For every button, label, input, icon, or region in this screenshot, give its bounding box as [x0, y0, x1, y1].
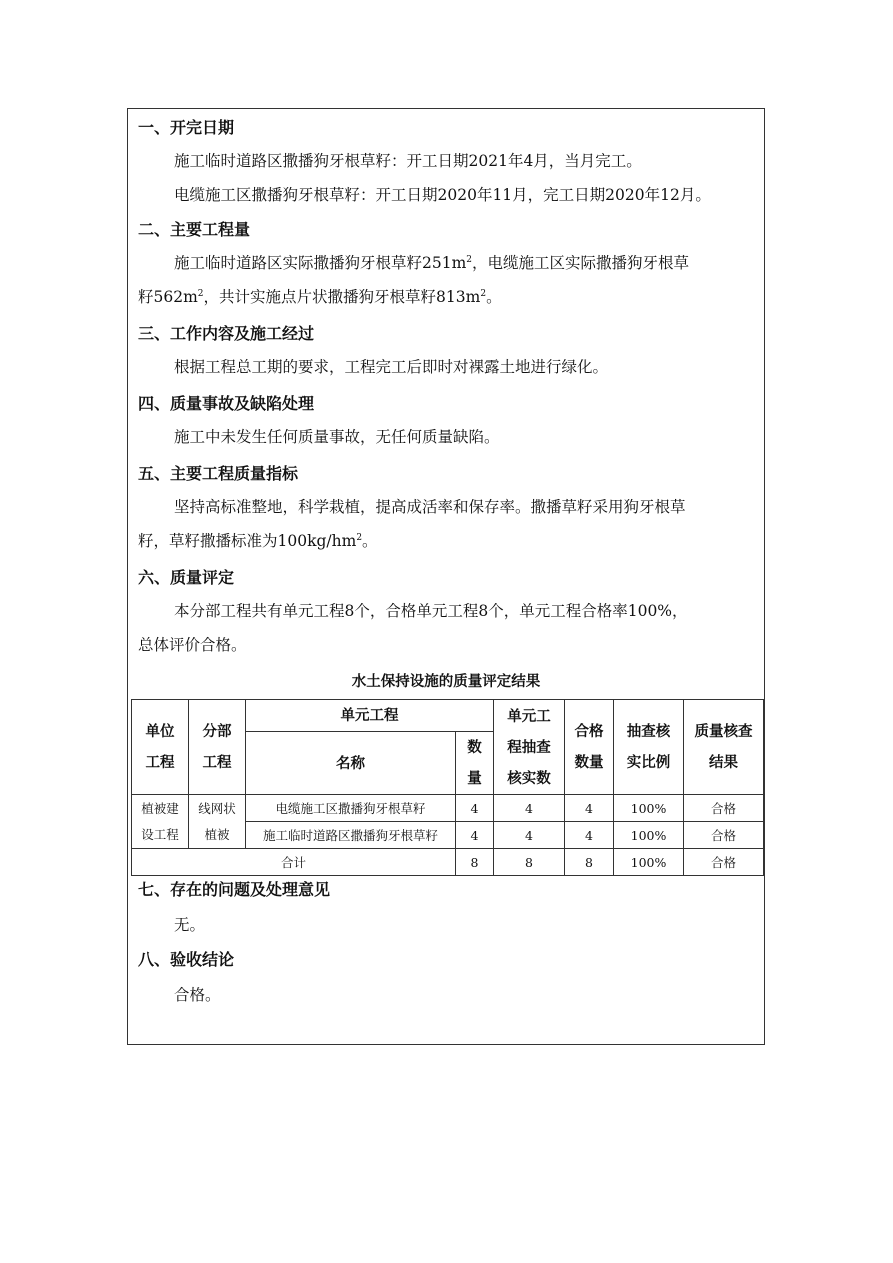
- cell-checked: 4: [494, 822, 565, 849]
- header-check-result: 质量核查 结果: [684, 700, 764, 795]
- heading-acceptance-conclusion: 八、验收结论: [138, 950, 235, 969]
- cell-count: 4: [456, 822, 494, 849]
- heading-start-end-dates: 一、开完日期: [138, 118, 235, 137]
- header-qualified-count: 合格 数量: [565, 700, 614, 795]
- heading-main-quantities: 二、主要工程量: [138, 220, 251, 239]
- heading-problems: 七、存在的问题及处理意见: [138, 880, 331, 899]
- table-caption: 水土保持设施的质量评定结果: [351, 673, 541, 690]
- cell-total-qualified: 8: [565, 849, 614, 876]
- cell-result: 合格: [684, 822, 764, 849]
- cell-ratio: 100%: [614, 795, 684, 822]
- cell-count: 4: [456, 795, 494, 822]
- cell-total-checked: 8: [494, 849, 565, 876]
- header-element-project: 单元工程: [246, 700, 494, 732]
- paragraph-assessment-line2: 总体评价合格。: [138, 636, 247, 654]
- document-frame: [127, 108, 765, 1045]
- header-unit-project: 单位 工程: [132, 700, 189, 795]
- cell-total-result: 合格: [684, 849, 764, 876]
- paragraph-work-content: 根据工程总工期的要求，工程完工后即时对裸露土地进行绿化。: [174, 358, 609, 376]
- header-checked-count: 单元工 程抽查 核实数: [494, 700, 565, 795]
- paragraph-acceptance-conclusion: 合格。: [174, 986, 221, 1004]
- paragraph-cable-dates: 电缆施工区撒播狗牙根草籽：开工日期2020年11月，完工日期2020年12月。: [174, 186, 711, 204]
- paragraph-indicators-line1: 坚持高标准整地，科学栽植，提高成活率和保存率。撒播草籽采用狗牙根草: [174, 498, 686, 516]
- table-row: [132, 795, 764, 822]
- paragraph-assessment-line1: 本分部工程共有单元工程8个，合格单元工程8个，单元工程合格率100%，: [174, 602, 688, 620]
- cell-total-ratio: 100%: [614, 849, 684, 876]
- paragraph-quantities-line2: 籽$562m^2$，共计实施点片状撒播狗牙根草籽$813m^2$。: [138, 288, 502, 306]
- cell-name: 施工临时道路区撒播狗牙根草籽: [246, 822, 456, 849]
- paragraph-road-dates: 施工临时道路区撒播狗牙根草籽：开工日期2021年4月，当月完工。: [174, 152, 642, 170]
- paragraph-problems: 无。: [174, 916, 206, 934]
- cell-ratio: 100%: [614, 822, 684, 849]
- cell-qualified: 4: [565, 795, 614, 822]
- cell-unit-project: 植被建 设工程: [132, 795, 189, 849]
- cell-qualified: 4: [565, 822, 614, 849]
- paragraph-quality-accidents: 施工中未发生任何质量事故，无任何质量缺陷。: [174, 428, 500, 446]
- heading-work-content: 三、工作内容及施工经过: [138, 324, 315, 343]
- heading-quality-indicators: 五、主要工程质量指标: [138, 464, 299, 483]
- header-count: 数 量: [456, 732, 494, 795]
- quality-results-table: [131, 699, 764, 876]
- heading-quality-accidents: 四、质量事故及缺陷处理: [138, 394, 315, 413]
- header-sub-project: 分部 工程: [189, 700, 246, 795]
- header-name: 名称: [246, 732, 456, 795]
- cell-total-count: 8: [456, 849, 494, 876]
- header-check-ratio: 抽查核 实比例: [614, 700, 684, 795]
- table-header-row-1: [132, 700, 764, 732]
- cell-result: 合格: [684, 795, 764, 822]
- paragraph-quantities-line1: 施工临时道路区实际撒播狗牙根草籽$251m^2$，电缆施工区实际撒播狗牙根草: [174, 254, 690, 272]
- paragraph-indicators-line2: 籽，草籽撒播标准为$100kg/hm^2$。: [138, 532, 378, 550]
- cell-name: 电缆施工区撒播狗牙根草籽: [246, 795, 456, 822]
- cell-sub-project: 线网状 植被: [189, 795, 246, 849]
- heading-quality-assessment: 六、质量评定: [138, 568, 235, 587]
- cell-checked: 4: [494, 795, 565, 822]
- table-total-row: [132, 849, 764, 876]
- cell-total-label: 合计: [132, 849, 456, 876]
